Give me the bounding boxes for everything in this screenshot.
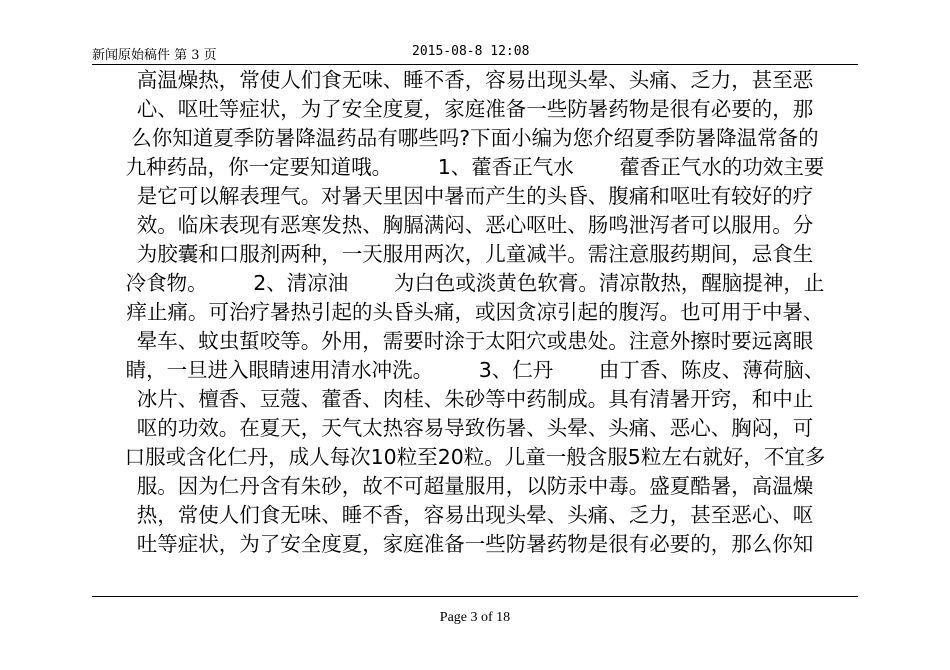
body-line: 冷食物。 2、清凉油 为白色或淡黄色软膏。清凉散热，醒脑提神，止 [125, 271, 825, 295]
header-source-label: 新闻原始稿件 第 3 页 [92, 48, 217, 63]
body-line: 效。临床表现有恶寒发热、胸膈满闷、恶心呕吐、肠鸣泄泻者可以服用。分 [136, 213, 814, 237]
page-header [92, 40, 858, 62]
body-line: 冰片、檀香、豆蔻、藿香、肉桂、朱砂等中药制成。具有清暑开窍，和中止 [136, 387, 814, 411]
body-line: 高温燥热，常使人们食无味、睡不香，容易出现头晕、头痛、乏力，甚至恶 [136, 68, 814, 92]
body-line: 痒止痛。可治疗暑热引起的头昏头痛，或因贪凉引起的腹泻。也可用于中暑、 [126, 300, 824, 324]
header-divider [92, 64, 858, 65]
body-line: 么你知道夏季防暑降温药品有哪些吗?下面小编为您介绍夏季防暑降温常备的 [131, 126, 819, 150]
body-line: 热，常使人们食无味、睡不香，容易出现头晕、头痛、乏力，甚至恶心、呕 [136, 503, 814, 527]
article-body [92, 66, 858, 588]
body-line: 心、呕吐等症状，为了安全度夏，家庭准备一些防暑药物是很有必要的，那 [136, 97, 814, 121]
body-line: 九种药品，你一定要知道哦。 1、藿香正气水 藿香正气水的功效主要 [125, 155, 825, 179]
body-line: 是它可以解表理气。对暑天里因中暑而产生的头昏、腹痛和呕吐有较好的疗 [136, 184, 814, 208]
body-line: 呕的功效。在夏天，天气太热容易导致伤暑、头晕、头痛、恶心、胸闷，可 [136, 416, 814, 440]
page-number: Page 3 of 18 [439, 610, 511, 625]
header-datetime: 2015-08-8 12:08 [412, 44, 530, 59]
body-line: 吐等症状，为了安全度夏，家庭准备一些防暑药物是很有必要的，那么你知 [136, 532, 814, 556]
body-line: 口服或含化仁丹，成人每次10粒至20粒。儿童一般含服5粒左右就好，不宜多 [124, 445, 826, 469]
body-line: 服。因为仁丹含有朱砂，故不可超量服用，以防汞中毒。盛夏酷暑，高温燥 [136, 474, 814, 498]
footer-divider [92, 596, 858, 597]
body-line: 晕车、蚊虫蜇咬等。外用，需要时涂于太阳穴或患处。注意外擦时要远离眼 [136, 329, 814, 353]
body-line: 为胶囊和口服剂两种，一天服用两次，儿童减半。需注意服药期间，忌食生 [136, 242, 814, 266]
body-line: 睛，一旦进入眼睛速用清水冲洗。 3、仁丹 由丁香、陈皮、薄荷脑、 [125, 358, 825, 382]
